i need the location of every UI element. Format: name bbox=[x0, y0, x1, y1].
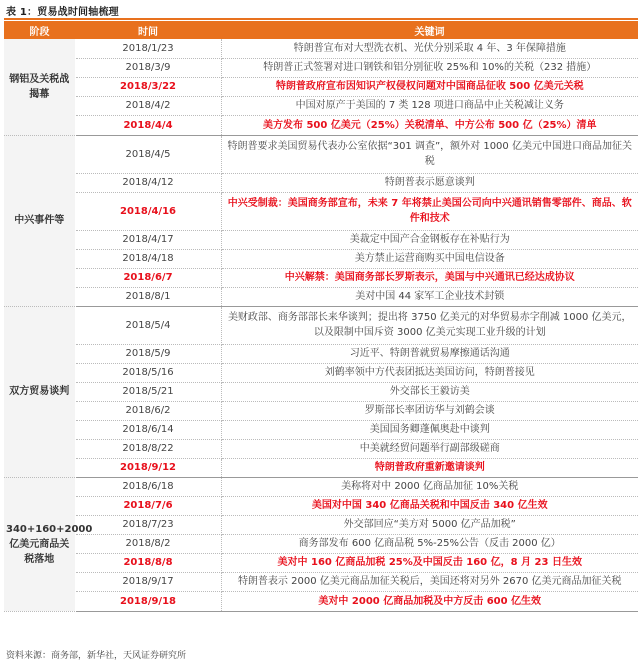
date-cell: 2018/9/12 bbox=[75, 458, 221, 477]
date-cell: 2018/4/17 bbox=[75, 230, 221, 249]
keyword-cell: 美国国务卿蓬佩奥赴中谈判 bbox=[221, 420, 638, 439]
table-row bbox=[4, 39, 638, 58]
date-cell: 2018/6/14 bbox=[75, 420, 221, 439]
date-cell: 2018/4/18 bbox=[75, 249, 221, 268]
table-row bbox=[4, 306, 638, 344]
keyword-cell: 罗斯部长率团访华与刘鹤会谈 bbox=[221, 401, 638, 420]
table-row bbox=[4, 572, 638, 591]
table-row-highlight bbox=[4, 77, 638, 96]
keyword-cell: 商务部发布 600 亿商品税 5%-25%公告（反击 2000 亿） bbox=[221, 534, 638, 553]
keyword-cell: 美称将对中 2000 亿商品加征 10%关税 bbox=[221, 477, 638, 496]
keyword-cell: 中兴解禁：美国商务部长罗斯表示，美国与中兴通讯已经达成协议 bbox=[221, 268, 638, 287]
date-cell: 2018/5/4 bbox=[75, 306, 221, 344]
table-row bbox=[4, 230, 638, 249]
timeline-table bbox=[4, 21, 638, 612]
source-note: 资料来源：商务部，新华社，天风证券研究所 bbox=[6, 651, 187, 661]
table-row-highlight bbox=[4, 496, 638, 515]
date-cell: 2018/6/18 bbox=[75, 477, 221, 496]
date-cell: 2018/6/2 bbox=[75, 401, 221, 420]
keyword-cell: 刘鹤率领中方代表团抵达美国访问，特朗普接见 bbox=[221, 363, 638, 382]
keyword-cell: 特朗普政府宣布因知识产权侵权问题对中国商品征收 500 亿美元关税 bbox=[221, 77, 638, 96]
keyword-cell: 特朗普要求美国贸易代表办公室依据“301 调查”，额外对 1000 亿美元中国进口商品加征关税 bbox=[221, 135, 638, 173]
phase-cell: 中兴事件等 bbox=[4, 135, 75, 306]
table-row bbox=[4, 401, 638, 420]
phase-cell: 钢铝及关税战揭幕 bbox=[4, 39, 75, 135]
keyword-cell: 中兴受制裁：美国商务部宣布，未来 7 年将禁止美国公司向中兴通讯销售零部件、商品、软件和技术 bbox=[221, 192, 638, 230]
top-rule bbox=[4, 18, 638, 20]
header-time: 时间 bbox=[75, 21, 221, 39]
keyword-cell: 特朗普正式签署对进口钢铁和铝分别征收 25%和 10%的关税（232 措施） bbox=[221, 58, 638, 77]
keyword-cell: 美方禁止运营商购买中国电信设备 bbox=[221, 249, 638, 268]
header-row bbox=[4, 21, 638, 39]
header-phase: 阶段 bbox=[4, 21, 75, 39]
date-cell: 2018/1/23 bbox=[75, 39, 221, 58]
table-row bbox=[4, 58, 638, 77]
table-row-highlight bbox=[4, 458, 638, 477]
date-cell: 2018/5/21 bbox=[75, 382, 221, 401]
date-cell: 2018/5/9 bbox=[75, 344, 221, 363]
table-caption: 表 1：贸易战时间轴梳理 bbox=[6, 7, 119, 18]
date-cell: 2018/4/12 bbox=[75, 173, 221, 192]
table-row bbox=[4, 439, 638, 458]
date-cell: 2018/3/22 bbox=[75, 77, 221, 96]
table-row bbox=[4, 515, 638, 534]
date-cell: 2018/6/7 bbox=[75, 268, 221, 287]
table-row-highlight bbox=[4, 591, 638, 611]
table-row bbox=[4, 382, 638, 401]
header-keyword: 关键词 bbox=[221, 21, 638, 39]
table-row bbox=[4, 344, 638, 363]
keyword-cell: 特朗普宣布对大型洗衣机、光伏分别采取 4 年、3 年保障措施 bbox=[221, 39, 638, 58]
date-cell: 2018/4/5 bbox=[75, 135, 221, 173]
date-cell: 2018/7/23 bbox=[75, 515, 221, 534]
table-row bbox=[4, 477, 638, 496]
date-cell: 2018/9/17 bbox=[75, 572, 221, 591]
keyword-cell: 习近平、特朗普就贸易摩擦通话沟通 bbox=[221, 344, 638, 363]
table-row bbox=[4, 420, 638, 439]
table-row-highlight bbox=[4, 268, 638, 287]
date-cell: 2018/5/16 bbox=[75, 363, 221, 382]
date-cell: 2018/8/2 bbox=[75, 534, 221, 553]
date-cell: 2018/9/18 bbox=[75, 591, 221, 611]
keyword-cell: 美对中 2000 亿商品加税及中方反击 600 亿生效 bbox=[221, 591, 638, 611]
keyword-cell: 美裁定中国产合金钢板存在补贴行为 bbox=[221, 230, 638, 249]
table-row-highlight bbox=[4, 553, 638, 572]
table-row bbox=[4, 249, 638, 268]
keyword-cell: 美方发布 500 亿美元（25%）关税清单、中方公布 500 亿（25%）清单 bbox=[221, 115, 638, 135]
table-row-highlight bbox=[4, 115, 638, 135]
date-cell: 2018/8/1 bbox=[75, 287, 221, 306]
keyword-cell: 特朗普表示 2000 亿美元商品加征关税后，美国还将对另外 2670 亿美元商品加征关税 bbox=[221, 572, 638, 591]
keyword-cell: 外交部长王毅访美 bbox=[221, 382, 638, 401]
keyword-cell: 美对中 160 亿商品加税 25%及中国反击 160 亿，8 月 23 日生效 bbox=[221, 553, 638, 572]
table-row bbox=[4, 173, 638, 192]
date-cell: 2018/4/16 bbox=[75, 192, 221, 230]
keyword-cell: 特朗普表示愿意谈判 bbox=[221, 173, 638, 192]
table-row-highlight bbox=[4, 192, 638, 230]
keyword-cell: 美对中国 44 家军工企业技术封锁 bbox=[221, 287, 638, 306]
table-row bbox=[4, 135, 638, 173]
date-cell: 2018/4/2 bbox=[75, 96, 221, 115]
date-cell: 2018/3/9 bbox=[75, 58, 221, 77]
phase-cell: 双方贸易谈判 bbox=[4, 306, 75, 477]
phase-cell: 340+160+2000 亿美元商品关税落地 bbox=[4, 477, 75, 611]
date-cell: 2018/4/4 bbox=[75, 115, 221, 135]
date-cell: 2018/7/6 bbox=[75, 496, 221, 515]
keyword-cell: 特朗普政府重新邀请谈判 bbox=[221, 458, 638, 477]
keyword-cell: 中美就经贸问题举行副部级磋商 bbox=[221, 439, 638, 458]
keyword-cell: 外交部回应“美方对 5000 亿产品加税” bbox=[221, 515, 638, 534]
table-row bbox=[4, 534, 638, 553]
date-cell: 2018/8/8 bbox=[75, 553, 221, 572]
table-row bbox=[4, 96, 638, 115]
date-cell: 2018/8/22 bbox=[75, 439, 221, 458]
keyword-cell: 美国对中国 340 亿商品关税和中国反击 340 亿生效 bbox=[221, 496, 638, 515]
table-row bbox=[4, 287, 638, 306]
table-row bbox=[4, 363, 638, 382]
keyword-cell: 中国对原产于美国的 7 类 128 项进口商品中止关税减让义务 bbox=[221, 96, 638, 115]
keyword-cell: 美财政部、商务部部长来华谈判；提出将 3750 亿美元的对华贸易赤字削减 1000 亿美元，以及限制中国斥资 3000 亿美元实现工业升级的计划 bbox=[221, 306, 638, 344]
